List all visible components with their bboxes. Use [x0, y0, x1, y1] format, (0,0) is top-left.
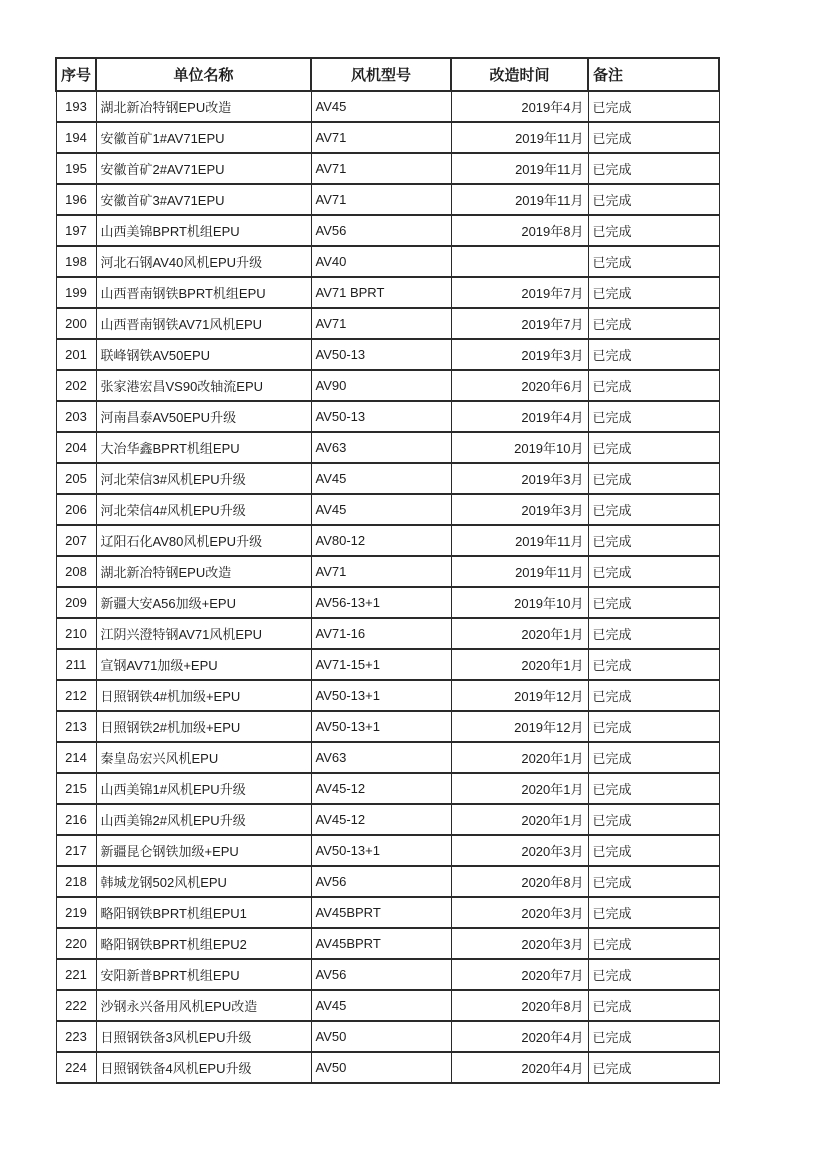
cell-remark: 已完成: [588, 339, 719, 370]
cell-serial-number: 205: [56, 463, 96, 494]
cell-remark: 已完成: [588, 649, 719, 680]
cell-unit-name: 安徽首矿3#AV71EPU: [96, 184, 311, 215]
cell-retrofit-date: 2019年8月: [451, 215, 588, 246]
cell-remark: 已完成: [588, 246, 719, 277]
cell-unit-name: 安徽首矿1#AV71EPU: [96, 122, 311, 153]
cell-unit-name: 沙钢永兴备用风机EPU改造: [96, 990, 311, 1021]
cell-retrofit-date: 2020年8月: [451, 866, 588, 897]
table-row: [56, 649, 719, 680]
cell-fan-model: AV45-12: [311, 773, 451, 804]
cell-remark: 已完成: [588, 277, 719, 308]
cell-remark: 已完成: [588, 401, 719, 432]
cell-retrofit-date: 2019年10月: [451, 432, 588, 463]
cell-fan-model: AV45BPRT: [311, 897, 451, 928]
cell-retrofit-date: 2019年7月: [451, 308, 588, 339]
cell-fan-model: AV45-12: [311, 804, 451, 835]
cell-fan-model: AV80-12: [311, 525, 451, 556]
table-row: [56, 742, 719, 773]
cell-remark: 已完成: [588, 742, 719, 773]
cell-retrofit-date: 2020年1月: [451, 618, 588, 649]
cell-fan-model: AV71: [311, 556, 451, 587]
cell-remark: 已完成: [588, 1021, 719, 1052]
cell-serial-number: 212: [56, 680, 96, 711]
cell-serial-number: 194: [56, 122, 96, 153]
cell-serial-number: 223: [56, 1021, 96, 1052]
cell-remark: 已完成: [588, 370, 719, 401]
cell-fan-model: AV40: [311, 246, 451, 277]
cell-retrofit-date: 2020年8月: [451, 990, 588, 1021]
cell-remark: 已完成: [588, 897, 719, 928]
cell-serial-number: 220: [56, 928, 96, 959]
cell-retrofit-date: 2020年6月: [451, 370, 588, 401]
table-row: [56, 308, 719, 339]
cell-unit-name: 山西晋南钢铁AV71风机EPU: [96, 308, 311, 339]
cell-serial-number: 209: [56, 587, 96, 618]
cell-unit-name: 江阴兴澄特钢AV71风机EPU: [96, 618, 311, 649]
cell-serial-number: 198: [56, 246, 96, 277]
cell-retrofit-date: 2020年3月: [451, 928, 588, 959]
table-row: [56, 463, 719, 494]
cell-remark: 已完成: [588, 680, 719, 711]
cell-remark: 已完成: [588, 308, 719, 339]
table-row: [56, 866, 719, 897]
cell-fan-model: AV45: [311, 91, 451, 122]
cell-serial-number: 206: [56, 494, 96, 525]
cell-fan-model: AV56: [311, 215, 451, 246]
table-row: [56, 184, 719, 215]
table-row: [56, 432, 719, 463]
cell-remark: 已完成: [588, 184, 719, 215]
cell-unit-name: 河北石钢AV40风机EPU升级: [96, 246, 311, 277]
cell-unit-name: 湖北新冶特钢EPU改造: [96, 91, 311, 122]
cell-retrofit-date: 2020年1月: [451, 742, 588, 773]
cell-serial-number: 195: [56, 153, 96, 184]
cell-retrofit-date: 2019年11月: [451, 153, 588, 184]
cell-serial-number: 221: [56, 959, 96, 990]
cell-fan-model: AV71: [311, 122, 451, 153]
cell-remark: 已完成: [588, 122, 719, 153]
cell-remark: 已完成: [588, 215, 719, 246]
cell-serial-number: 216: [56, 804, 96, 835]
cell-serial-number: 196: [56, 184, 96, 215]
table-row: [56, 835, 719, 866]
cell-remark: 已完成: [588, 463, 719, 494]
cell-remark: 已完成: [588, 91, 719, 122]
table-row: [56, 277, 719, 308]
cell-unit-name: 辽阳石化AV80风机EPU升级: [96, 525, 311, 556]
cell-retrofit-date: 2019年10月: [451, 587, 588, 618]
cell-unit-name: 安阳新普BPRT机组EPU: [96, 959, 311, 990]
table-row: [56, 339, 719, 370]
cell-retrofit-date: 2020年3月: [451, 835, 588, 866]
cell-unit-name: 山西晋南钢铁BPRT机组EPU: [96, 277, 311, 308]
cell-serial-number: 193: [56, 91, 96, 122]
cell-unit-name: 秦皇岛宏兴风机EPU: [96, 742, 311, 773]
cell-serial-number: 218: [56, 866, 96, 897]
cell-unit-name: 河南昌泰AV50EPU升级: [96, 401, 311, 432]
cell-fan-model: AV50-13+1: [311, 835, 451, 866]
cell-retrofit-date: 2019年11月: [451, 122, 588, 153]
cell-serial-number: 202: [56, 370, 96, 401]
table-row: [56, 556, 719, 587]
cell-serial-number: 215: [56, 773, 96, 804]
cell-unit-name: 略阳钢铁BPRT机组EPU2: [96, 928, 311, 959]
cell-serial-number: 219: [56, 897, 96, 928]
cell-remark: 已完成: [588, 525, 719, 556]
table-row: [56, 1052, 719, 1083]
cell-fan-model: AV50-13+1: [311, 680, 451, 711]
fan-epu-retrofit-table: [55, 57, 720, 1084]
cell-retrofit-date: 2020年1月: [451, 804, 588, 835]
table-row: [56, 990, 719, 1021]
cell-fan-model: AV50-13+1: [311, 711, 451, 742]
table-row: [56, 618, 719, 649]
cell-remark: 已完成: [588, 432, 719, 463]
header-row: [56, 58, 719, 91]
cell-fan-model: AV45: [311, 463, 451, 494]
table-row: [56, 122, 719, 153]
cell-unit-name: 日照钢铁2#机加级+EPU: [96, 711, 311, 742]
table-row: [56, 370, 719, 401]
cell-remark: 已完成: [588, 773, 719, 804]
cell-unit-name: 新疆大安A56加级+EPU: [96, 587, 311, 618]
cell-retrofit-date: 2019年12月: [451, 711, 588, 742]
cell-fan-model: AV71: [311, 153, 451, 184]
table-row: [56, 246, 719, 277]
table-row: [56, 494, 719, 525]
table-row: [56, 680, 719, 711]
cell-fan-model: AV90: [311, 370, 451, 401]
cell-serial-number: 213: [56, 711, 96, 742]
cell-fan-model: AV56: [311, 959, 451, 990]
cell-fan-model: AV50: [311, 1052, 451, 1083]
cell-serial-number: 214: [56, 742, 96, 773]
cell-remark: 已完成: [588, 866, 719, 897]
table-row: [56, 897, 719, 928]
table-row: [56, 804, 719, 835]
column-header-date: 改造时间: [451, 58, 588, 91]
table-row: [56, 1021, 719, 1052]
cell-serial-number: 222: [56, 990, 96, 1021]
cell-retrofit-date: 2020年1月: [451, 649, 588, 680]
cell-retrofit-date: 2020年4月: [451, 1052, 588, 1083]
cell-fan-model: AV63: [311, 432, 451, 463]
cell-remark: 已完成: [588, 587, 719, 618]
cell-unit-name: 日照钢铁备4风机EPU升级: [96, 1052, 311, 1083]
cell-remark: 已完成: [588, 835, 719, 866]
cell-serial-number: 199: [56, 277, 96, 308]
column-header-remark: 备注: [588, 58, 719, 91]
cell-remark: 已完成: [588, 928, 719, 959]
cell-serial-number: 210: [56, 618, 96, 649]
cell-remark: 已完成: [588, 556, 719, 587]
cell-unit-name: 湖北新冶特钢EPU改造: [96, 556, 311, 587]
cell-unit-name: 张家港宏昌VS90改轴流EPU: [96, 370, 311, 401]
cell-retrofit-date: 2019年12月: [451, 680, 588, 711]
cell-retrofit-date: 2020年3月: [451, 897, 588, 928]
cell-fan-model: AV45: [311, 494, 451, 525]
cell-retrofit-date: [451, 246, 588, 277]
cell-remark: 已完成: [588, 153, 719, 184]
table-row: [56, 959, 719, 990]
cell-unit-name: 河北荣信3#风机EPU升级: [96, 463, 311, 494]
table-row: [56, 525, 719, 556]
table-row: [56, 773, 719, 804]
cell-fan-model: AV50-13: [311, 339, 451, 370]
cell-remark: 已完成: [588, 990, 719, 1021]
cell-unit-name: 日照钢铁4#机加级+EPU: [96, 680, 311, 711]
cell-remark: 已完成: [588, 618, 719, 649]
cell-serial-number: 207: [56, 525, 96, 556]
cell-unit-name: 大冶华鑫BPRT机组EPU: [96, 432, 311, 463]
cell-unit-name: 联峰钢铁AV50EPU: [96, 339, 311, 370]
cell-serial-number: 201: [56, 339, 96, 370]
column-header-index: 序号: [56, 58, 96, 91]
cell-serial-number: 203: [56, 401, 96, 432]
cell-serial-number: 224: [56, 1052, 96, 1083]
cell-retrofit-date: 2020年1月: [451, 773, 588, 804]
cell-fan-model: AV63: [311, 742, 451, 773]
cell-fan-model: AV71: [311, 308, 451, 339]
cell-fan-model: AV56: [311, 866, 451, 897]
cell-serial-number: 211: [56, 649, 96, 680]
cell-unit-name: 宣钢AV71加级+EPU: [96, 649, 311, 680]
cell-fan-model: AV56-13+1: [311, 587, 451, 618]
cell-serial-number: 197: [56, 215, 96, 246]
cell-remark: 已完成: [588, 1052, 719, 1083]
cell-fan-model: AV50: [311, 1021, 451, 1052]
cell-remark: 已完成: [588, 959, 719, 990]
cell-retrofit-date: 2019年11月: [451, 525, 588, 556]
cell-retrofit-date: 2019年4月: [451, 401, 588, 432]
table-row: [56, 711, 719, 742]
column-header-name: 单位名称: [96, 58, 311, 91]
cell-unit-name: 山西美锦1#风机EPU升级: [96, 773, 311, 804]
cell-unit-name: 山西美锦BPRT机组EPU: [96, 215, 311, 246]
cell-remark: 已完成: [588, 711, 719, 742]
cell-unit-name: 日照钢铁备3风机EPU升级: [96, 1021, 311, 1052]
column-header-model: 风机型号: [311, 58, 451, 91]
cell-retrofit-date: 2019年7月: [451, 277, 588, 308]
cell-fan-model: AV45BPRT: [311, 928, 451, 959]
cell-fan-model: AV71-16: [311, 618, 451, 649]
cell-serial-number: 208: [56, 556, 96, 587]
cell-unit-name: 韩城龙钢502风机EPU: [96, 866, 311, 897]
table-row: [56, 91, 719, 122]
cell-unit-name: 略阳钢铁BPRT机组EPU1: [96, 897, 311, 928]
table-row: [56, 587, 719, 618]
table-row: [56, 215, 719, 246]
cell-retrofit-date: 2020年7月: [451, 959, 588, 990]
cell-fan-model: AV50-13: [311, 401, 451, 432]
table-row: [56, 928, 719, 959]
cell-retrofit-date: 2019年11月: [451, 556, 588, 587]
cell-unit-name: 新疆昆仑钢铁加级+EPU: [96, 835, 311, 866]
table-row: [56, 401, 719, 432]
cell-unit-name: 山西美锦2#风机EPU升级: [96, 804, 311, 835]
cell-fan-model: AV71: [311, 184, 451, 215]
table-body: [56, 91, 719, 1083]
cell-fan-model: AV45: [311, 990, 451, 1021]
table-row: [56, 153, 719, 184]
cell-unit-name: 安徽首矿2#AV71EPU: [96, 153, 311, 184]
cell-serial-number: 204: [56, 432, 96, 463]
cell-retrofit-date: 2019年11月: [451, 184, 588, 215]
cell-fan-model: AV71-15+1: [311, 649, 451, 680]
cell-retrofit-date: 2019年3月: [451, 494, 588, 525]
cell-retrofit-date: 2020年4月: [451, 1021, 588, 1052]
cell-retrofit-date: 2019年3月: [451, 463, 588, 494]
cell-serial-number: 217: [56, 835, 96, 866]
cell-retrofit-date: 2019年4月: [451, 91, 588, 122]
cell-serial-number: 200: [56, 308, 96, 339]
cell-unit-name: 河北荣信4#风机EPU升级: [96, 494, 311, 525]
cell-fan-model: AV71 BPRT: [311, 277, 451, 308]
cell-remark: 已完成: [588, 494, 719, 525]
cell-remark: 已完成: [588, 804, 719, 835]
cell-retrofit-date: 2019年3月: [451, 339, 588, 370]
